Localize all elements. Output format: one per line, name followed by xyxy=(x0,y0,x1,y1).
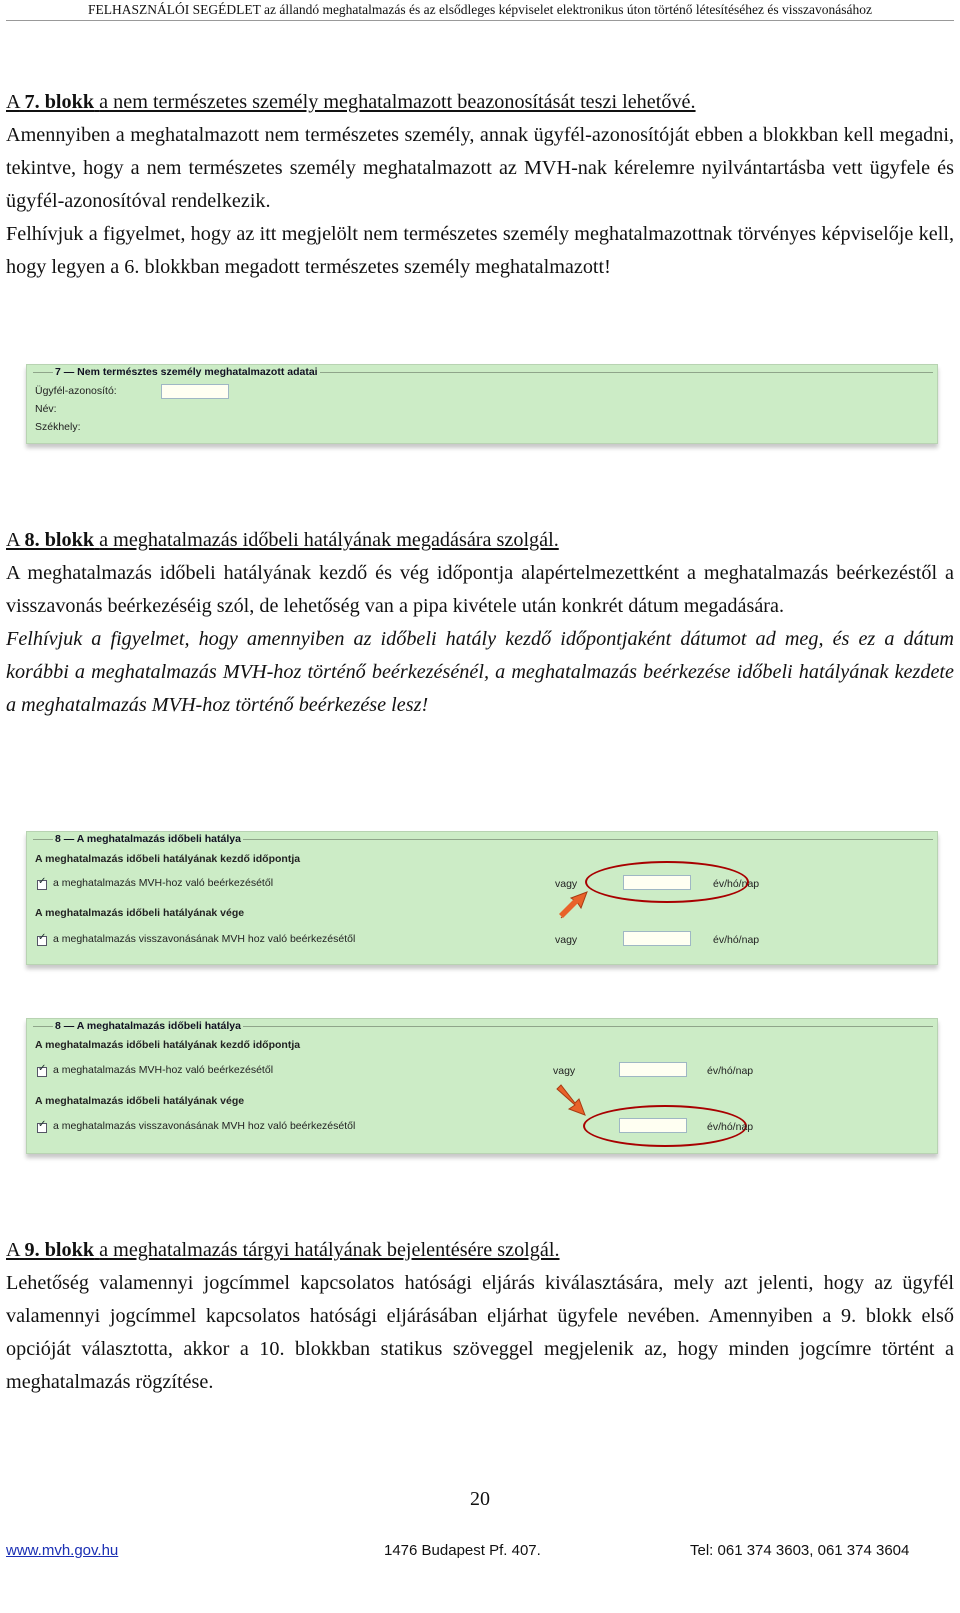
form8b-title: 8 — A meghatalmazás időbeli hatálya xyxy=(55,1020,241,1032)
block8-heading-prefix: A xyxy=(6,529,20,551)
block9-paragraph: Lehetőség valamennyi jogcímmel kapcsolatos hatósági eljárás kiválasztására, mely azt jelenti, hogy az ügyfél valamennyi jogcímmel kapcsolatos hatósági eljárásában eljárhat ügyfele nevében. Amennyiben a 9. blokk első opcióját választotta, akkor a 10. blokkban statikus szöveggel megjelenik az, hogy minden jogcímre történt a meghatalmazás rögzítése. xyxy=(6,1272,954,1393)
highlight-oval xyxy=(585,861,749,903)
block8-heading-rest: a meghatalmazás időbeli hatályának megadására szolgál. xyxy=(99,529,559,551)
client-id-input[interactable] xyxy=(161,384,229,399)
block9-heading-bold: 9. blokk xyxy=(24,1239,95,1261)
form8a-end-date-format: év/hó/nap xyxy=(713,934,760,946)
footer-address: 1476 Budapest Pf. 407. xyxy=(384,1542,541,1559)
form8b-start-option: a meghatalmazás MVH-hoz való beérkezésétől xyxy=(53,1064,274,1076)
form8a-title: 8 — A meghatalmazás időbeli hatálya xyxy=(55,833,241,845)
block9-section xyxy=(6,1234,954,1399)
form8a-start-date-format: év/hó/nap xyxy=(713,878,760,890)
form8b-start-date-format: év/hó/nap xyxy=(707,1065,754,1077)
form7-client-id-label: Ügyfél-azonosító: xyxy=(35,385,117,397)
form7-panel xyxy=(26,364,938,444)
form8a-end-or: vagy xyxy=(555,934,578,946)
form8b-end-header: A meghatalmazás időbeli hatályának vége xyxy=(35,1095,245,1107)
form8a-end-checkbox[interactable] xyxy=(37,936,47,946)
block8-section xyxy=(6,524,954,722)
form7-name-label: Név: xyxy=(35,403,57,415)
form8a-end-option: a meghatalmazás visszavonásának MVH hoz való beérkezésétől xyxy=(53,933,356,945)
form8a-end-header: A meghatalmazás időbeli hatályának vége xyxy=(35,907,245,919)
website-link[interactable]: www.mvh.gov.hu xyxy=(6,1542,119,1559)
footer-website[interactable] xyxy=(6,1542,118,1559)
form8b-end-checkbox[interactable] xyxy=(37,1123,47,1133)
form7-titlebar xyxy=(33,366,933,378)
block7-heading-rest: a nem természetes személy meghatalmazott beazonosítását teszi lehetővé. xyxy=(99,91,696,113)
form8b-start-date-input[interactable] xyxy=(619,1062,687,1077)
block7-heading-prefix: A xyxy=(6,91,20,113)
block7-heading xyxy=(6,86,954,119)
form8a-start-option: a meghatalmazás MVH-hoz való beérkezésétől xyxy=(53,877,274,889)
form8b-start-or: vagy xyxy=(553,1065,576,1077)
form8b-titlebar xyxy=(33,1020,933,1032)
form8b-end-option: a meghatalmazás visszavonásának MVH hoz való beérkezésétől xyxy=(53,1120,356,1132)
form8a-start-or: vagy xyxy=(555,878,578,890)
block8-paragraph: A meghatalmazás időbeli hatályának kezdő és vég időpontja alapértelmezettként a meghatalmazás beérkezéstől a visszavonás beérkezéséig szól, de lehetőség van a pipa kivétele után konkrét dátum megadására. xyxy=(6,562,954,617)
form7-seat-label: Székhely: xyxy=(35,421,81,433)
form7-title: 7 — Nem természtes személy meghatalmazott adatai xyxy=(55,366,318,378)
header-divider xyxy=(6,20,954,21)
block9-heading xyxy=(6,1234,954,1267)
form8b-end-date-format: év/hó/nap xyxy=(707,1121,754,1133)
form8a-titlebar xyxy=(33,833,933,845)
form8b-start-checkbox[interactable] xyxy=(37,1067,47,1077)
arrow-up-right-icon xyxy=(555,888,589,922)
block7-paragraph: Amennyiben a meghatalmazott nem természetes személy, annak ügyfél-azonosítóját ebben a blokkban kell megadni, tekintve, hogy a nem természetes személy meghatalmazott az MVH-nak kérelemre nyilvántartásba vett ügyfele és ügyfél-azonosítóval rendelkezik. xyxy=(6,124,954,212)
form8-panel-start-highlight xyxy=(26,831,938,965)
block9-heading-prefix: A xyxy=(6,1239,20,1261)
form8b-start-header: A meghatalmazás időbeli hatályának kezdő időpontja xyxy=(35,1039,301,1051)
block8-heading-bold: 8. blokk xyxy=(24,529,95,551)
form8b-end-date-input[interactable] xyxy=(619,1118,687,1133)
footer-phone: Tel: 061 374 3603, 061 374 3604 xyxy=(690,1542,910,1559)
block9-heading-rest: a meghatalmazás tárgyi hatályának bejelentésére szolgál. xyxy=(99,1239,560,1261)
form8a-start-header: A meghatalmazás időbeli hatályának kezdő időpontja xyxy=(35,853,301,865)
block8-heading xyxy=(6,524,954,557)
block7-heading-bold: 7. blokk xyxy=(24,91,95,113)
block7-section xyxy=(6,86,954,284)
page-number: 20 xyxy=(470,1488,490,1510)
form8-panel-end-highlight xyxy=(26,1018,938,1154)
arrow-down-right-icon xyxy=(553,1083,587,1117)
block8-warning: Felhívjuk a figyelmet, hogy amennyiben az időbeli hatály kezdő időpontjaként dátumot ad meg, és ez a dátum korábbi a meghatalmazás MVH-hoz történő beérkezésénél, a meghatalmazás beérkezése időbeli hatályának kezdete a meghatalmazás MVH-hoz történő beérkezése lesz! xyxy=(6,628,954,716)
block7-warning: Felhívjuk a figyelmet, hogy az itt megjelölt nem természetes személy meghatalmazottnak törvényes képviselője kell, hogy legyen a 6. blokkban megadott természetes személy meghatalmazott! xyxy=(6,223,954,278)
document-header: FELHASZNÁLÓI SEGÉDLET az állandó meghatalmazás és az elsődleges képviselet elektronikus úton történő létesítéséhez és visszavonásához xyxy=(87,2,872,17)
form8a-end-date-input[interactable] xyxy=(623,931,691,946)
form8a-start-checkbox[interactable] xyxy=(37,880,47,890)
